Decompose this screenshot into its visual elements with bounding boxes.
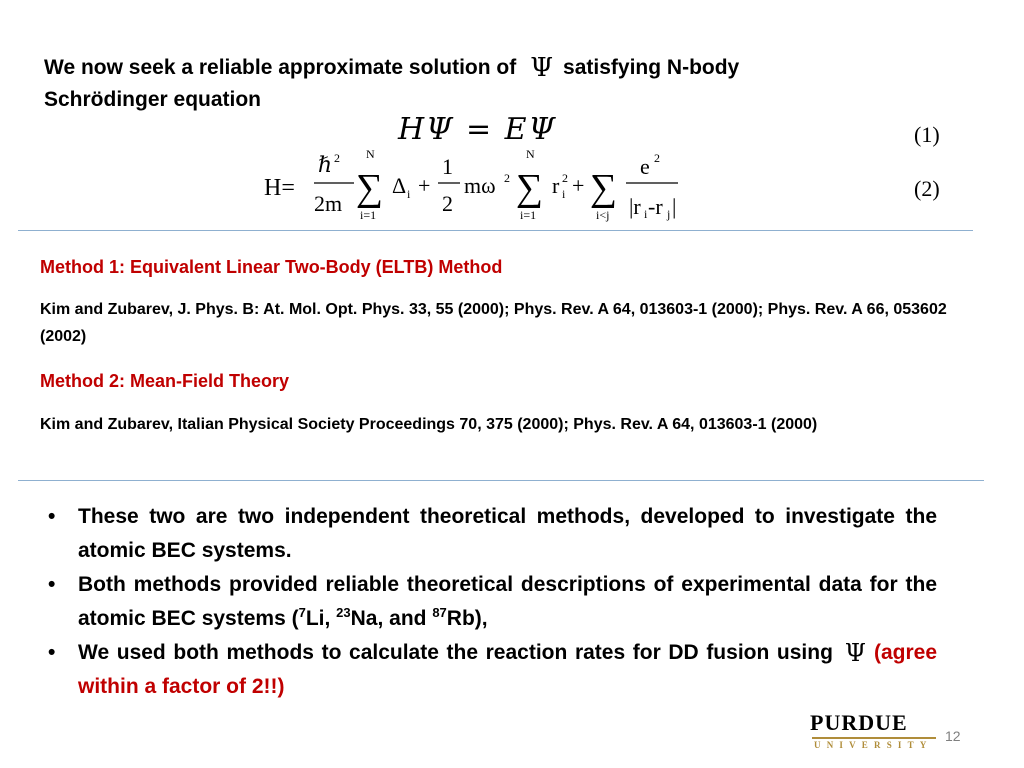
equation-1-number: (1)	[914, 122, 940, 147]
method-2-reference: Kim and Zubarev, Italian Physical Society Proceedings 70, 375 (2000); Phys. Rev. A 64, 013603-1 (2000)	[40, 416, 818, 433]
bullet-3-highlight: (agree within a factor of 2!!)	[78, 641, 937, 698]
intro-text	[44, 52, 944, 116]
bullet-item-1	[44, 500, 937, 568]
eq2-sum2-upper: N	[526, 147, 535, 161]
eq2-hbar: ℏ	[318, 152, 333, 177]
eq2-sum2-lower: i=1	[520, 208, 537, 222]
eq2-sum3-lower: i<j	[596, 208, 610, 222]
eq2-abs-left: |r	[629, 194, 641, 219]
eq2-sum1-lower: i=1	[360, 208, 377, 222]
eq2-e-exp: 2	[654, 151, 660, 165]
rb-element: Rb),	[446, 607, 488, 630]
eq2-m-omega: mω	[464, 173, 496, 198]
eq2-delta: Δ	[392, 173, 407, 198]
method-1-reference: Kim and Zubarev, J. Phys. B: At. Mol. Opt. Phys. 33, 55 (2000); Phys. Rev. A 64, 013603-1 (2000); Phys. Rev. A 66, 053602 (2002)	[40, 301, 947, 345]
eq2-denom-2m: 2m	[314, 191, 343, 216]
eq2-hbar-exp: 2	[334, 151, 340, 165]
rb-mass-number: 87	[432, 605, 447, 620]
bullet-marker: •	[48, 641, 56, 664]
bullet-marker: •	[48, 505, 56, 528]
eq2-plus-2: +	[572, 173, 585, 198]
eq2-sum1-upper: N	[366, 147, 375, 161]
eq2-abs-right: |	[672, 194, 677, 219]
bullet-marker: •	[48, 573, 56, 596]
bullet-item-3	[44, 636, 937, 704]
eq2-r-sub: i	[562, 187, 566, 201]
intro-line2: Schrödinger equation	[44, 88, 262, 111]
intro-before: We now seek a reliable approximate solution of	[44, 56, 517, 79]
eq2-plus-1: +	[418, 173, 431, 198]
page-number: 12	[945, 728, 961, 744]
eq2-delta-sub: i	[407, 187, 411, 201]
eq2-r: r	[552, 173, 560, 198]
bullet-list	[44, 500, 937, 704]
psi-symbol-inline: Ψ	[844, 639, 866, 667]
eq2-sum2: ∑	[516, 167, 544, 209]
li-mass-number: 7	[298, 605, 306, 620]
na-element: Na, and	[350, 607, 433, 630]
eq2-abs-sub-i: i	[644, 207, 648, 221]
psi-symbol: Ψ	[530, 53, 554, 83]
eq2-lhs: H=	[264, 175, 295, 201]
equation-1: HΨ = EΨ	[398, 112, 557, 147]
eq2-one: 1	[442, 154, 453, 179]
eq2-r-exp: 2	[562, 171, 568, 185]
method-2-title: Method 2: Mean-Field Theory	[40, 371, 290, 391]
eq2-sum1: ∑	[356, 167, 384, 209]
equation-2-number: (2)	[914, 176, 940, 201]
eq2-two: 2	[442, 191, 453, 216]
logo-subtitle: UNIVERSITY	[814, 740, 933, 750]
eq2-omega-exp: 2	[504, 171, 510, 185]
bullet-2-text: Both methods provided reliable theoretical descriptions of experimental data for the atomic BEC systems (	[78, 573, 937, 630]
logo-rule	[812, 737, 936, 739]
intro-after: satisfying N-body	[563, 56, 740, 79]
logo-wordmark: PURDUE	[810, 710, 908, 735]
eq2-abs-sub-j: j	[667, 207, 671, 221]
bullet-item-2	[44, 568, 937, 636]
li-element: Li,	[305, 607, 337, 630]
divider-top	[18, 230, 973, 231]
bullet-3-text: We used both methods to calculate the reaction rates for DD fusion using	[78, 641, 833, 664]
method-1-title: Method 1: Equivalent Linear Two-Body (ELTB) Method	[40, 257, 503, 277]
divider-bottom	[18, 480, 984, 481]
eq2-e: e	[640, 154, 650, 179]
bullet-1-text: These two are two independent theoretical methods, developed to investigate the atomic BEC systems.	[78, 505, 937, 562]
equation-2	[258, 148, 698, 228]
na-mass-number: 23	[336, 605, 351, 620]
purdue-logo	[810, 710, 940, 754]
eq2-minus-r: -r	[648, 194, 663, 219]
eq2-sum3: ∑	[590, 167, 618, 209]
